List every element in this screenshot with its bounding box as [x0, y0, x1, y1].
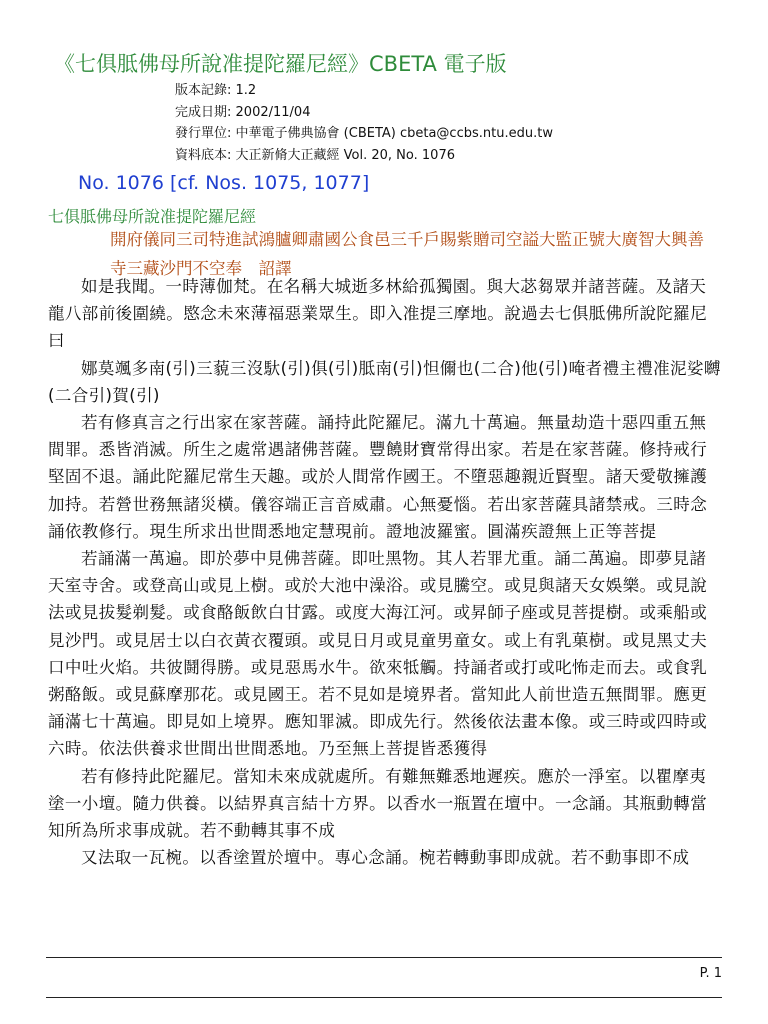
meta-publisher-value: 中華電子佛典協會 (CBETA) cbeta@ccbs.ntu.edu.tw: [235, 126, 553, 141]
translator-line: 開府儀同三司特進試鴻臚卿肅國公食邑三千戶賜紫贈司空謚大監正號大廣智大興善寺三藏沙門不空奉 詔譯: [110, 230, 704, 278]
paragraph: 如是我聞。一時薄伽梵。在名稱大城逝多林給孤獨園。與大苾芻眾并諸菩薩。及諸天龍八部前後圍繞。愍念未來薄福惡業眾生。即入准提三摩地。說過去七俱胝佛所說陀羅尼曰: [48, 277, 708, 351]
meta-date: [175, 102, 553, 124]
meta-version-value: 1.2: [235, 83, 257, 98]
meta-source: [175, 145, 553, 167]
meta-publisher: [175, 123, 553, 145]
meta-date-label: 完成日期:: [175, 104, 232, 120]
footer-rule-bottom: [46, 997, 722, 998]
document-title: 《七俱胝佛母所說准提陀羅尼經》CBETA 電子版: [54, 52, 507, 76]
paragraph: 若誦滿一萬遍。即於夢中見佛菩薩。即吐黑物。其人若罪尤重。誦二萬遍。即夢見諸天室寺舍。或登高山或見上樹。或於大池中澡浴。或見騰空。或見與諸天女娛樂。或見說法或見拔髮剃髮。或食酪飯飲白甘露。或度大海江河。或昇師子座或見菩提樹。或乘船或見沙門。或見居士以白衣黃衣覆頭。或見日月或見童男童女。或上有乳菓樹。或見黑丈夫口中吐火焰。共彼鬪得勝。或見惡馬水牛。欲來牴觸。持誦者或打或叱怖走而去。或食乳粥酪飯。或見蘇摩那花。或見國王。若不見如是境界者。當知此人前世造五無間罪。應更誦滿七十萬遍。即見如上境界。應知罪滅。即成先行。然後依法畫本像。或三時或四時或六時。依法供養求世間出世間悉地。乃至無上菩提皆悉獲得: [48, 549, 708, 759]
mantra-paragraph: 娜莫颯多南(引)三藐三沒馱(引)俱(引)胝南(引)怛儞也(二合)他(引)唵者禮主禮准泥娑嚩(二合引)賀(引): [48, 358, 721, 405]
sutra-title: 七俱胝佛母所說准提陀羅尼經: [48, 207, 257, 226]
paragraph: 若有修持此陀羅尼。當知未來成就處所。有難無難悉地遲疾。應於一淨室。以瞿摩夷塗一小壇。隨力供養。以結界真言結十方界。以香水一瓶置在壇中。一念誦。其瓶動轉當知所為所求事成就。若不動轉其事不成: [48, 766, 708, 841]
meta-version: [175, 80, 553, 102]
sutra-number: No. 1076 [cf. Nos. 1075, 1077]: [78, 172, 370, 194]
page-number: P. 1: [699, 966, 722, 981]
meta-date-value: 2002/11/04: [235, 104, 311, 120]
meta-version-label: 版本記錄:: [175, 83, 232, 98]
paragraph: 若有修真言之行出家在家菩薩。誦持此陀羅尼。滿九十萬遍。無量劫造十惡四重五無間罪。悉皆消滅。所生之處常遇諸佛菩薩。豐饒財寶常得出家。若是在家菩薩。修持戒行堅固不退。誦此陀羅尼常生天趣。或於人間常作國王。不墮惡趣親近賢聖。諸天愛敬擁護加持。若營世務無諸災橫。儀容端正言音威肅。心無憂惱。若出家菩薩具諸禁戒。三時念誦依教修行。現生所求出世間悉地定慧現前。證地波羅蜜。圓滿疾證無上正等菩提: [48, 413, 708, 541]
paragraph: 又法取一瓦椀。以香塗置於壇中。專心念誦。椀若轉動事即成就。若不動事即不成: [81, 848, 690, 868]
sutra-body: [48, 273, 722, 871]
meta-source-label: 資料底本:: [175, 147, 232, 163]
meta-publisher-label: 發行單位:: [175, 126, 232, 141]
footer-rule-top: [46, 957, 722, 958]
metadata-block: [175, 80, 553, 166]
meta-source-value: 大正新脩大正藏經 Vol. 20, No. 1076: [235, 147, 455, 163]
